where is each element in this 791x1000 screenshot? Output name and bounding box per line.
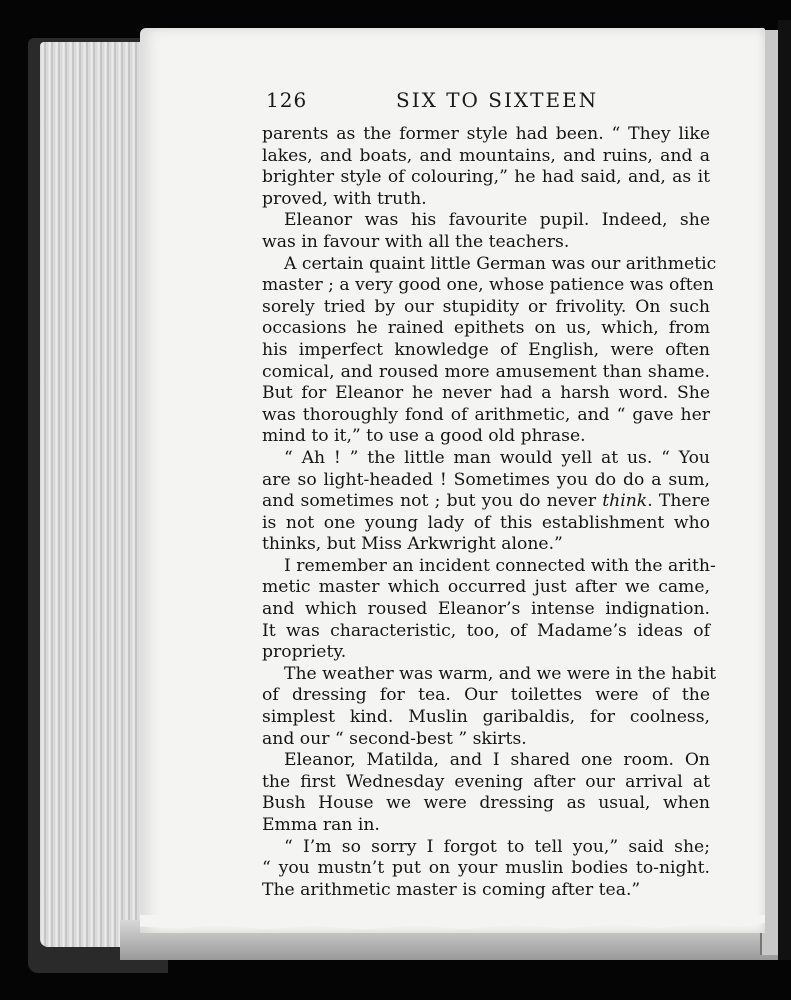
text-line: was thoroughly fond of arithmetic, and “ gave her (262, 404, 710, 425)
text-line: and our “ second-best ” skirts. (262, 728, 527, 749)
body-text (262, 124, 717, 901)
text-line: proved, with truth. (262, 188, 427, 209)
text-line: occasions he rained epithets on us, which, from (262, 318, 710, 339)
text-line: It was characteristic, too, of Madame’s ideas of (262, 620, 710, 641)
text-line: A certain quaint little German was our arithmetic (284, 253, 717, 274)
text-line: propriety. (262, 642, 347, 663)
right-background (778, 20, 791, 960)
page-stack-edges (40, 42, 150, 947)
text-line: the first Wednesday evening after our arrival at (262, 771, 710, 792)
text-line: mind to it,” to use a good old phrase. (262, 426, 586, 447)
text-line: But for Eleanor he never had a harsh word. She (262, 383, 710, 404)
page-number: 126 (266, 88, 308, 112)
text-line: “ you mustn’t put on your muslin bodies to-night. (262, 858, 710, 879)
text-line: brighter style of colouring,” he had said, and, as it (262, 167, 710, 188)
text-line: is not one young lady of this establishment who (262, 512, 710, 533)
text-line: metic master which occurred just after we came, (262, 577, 710, 598)
text-line: The weather was warm, and we were in the habit (284, 663, 716, 684)
text-line: are so light-headed ! Sometimes you do do a sum, (262, 469, 710, 490)
text-line: was in favour with all the teachers. (262, 231, 570, 252)
text-line: lakes, and boats, and mountains, and ruins, and a (262, 145, 710, 166)
text-line: parents as the former style had been. “ They like (262, 124, 710, 144)
text-line: The arithmetic master is coming after tea.” (262, 879, 641, 900)
text-line: Emma ran in. (262, 815, 380, 835)
text-line: and which roused Eleanor’s intense indignation. (262, 599, 710, 620)
text-line: “ I’m so sorry I forgot to tell you,” said she; (284, 836, 710, 857)
text-line: simplest kind. Muslin garibaldis, for coolness, (262, 707, 710, 728)
text-line: of dressing for tea. Our toilettes were of the (262, 685, 710, 706)
text-line: sorely tried by our stupidity or frivolity. On such (262, 296, 710, 317)
text-line: master ; a very good one, whose patience was often (262, 275, 714, 296)
emphasis-think: think (602, 491, 648, 512)
text-line: thinks, but Miss Arkwright alone.” (262, 534, 563, 555)
page-header (266, 88, 696, 116)
text-line: “ Ah ! ” the little man would yell at us. “ You (284, 447, 710, 468)
text-line: Bush House we were dressing as usual, when (262, 793, 710, 814)
text-line: comical, and roused more amusement than shame. (262, 361, 710, 382)
running-title: SIX TO SIXTEEN (396, 88, 599, 112)
text-line: I remember an incident connected with the arith- (284, 555, 716, 576)
text-line: Eleanor was his favourite pupil. Indeed, she (284, 210, 710, 231)
text-line: and sometimes not ; but you do never think. There (262, 491, 710, 512)
text-line: his imperfect knowledge of English, were often (262, 339, 710, 360)
text-line: Eleanor, Matilda, and I shared one room. On (284, 750, 710, 771)
